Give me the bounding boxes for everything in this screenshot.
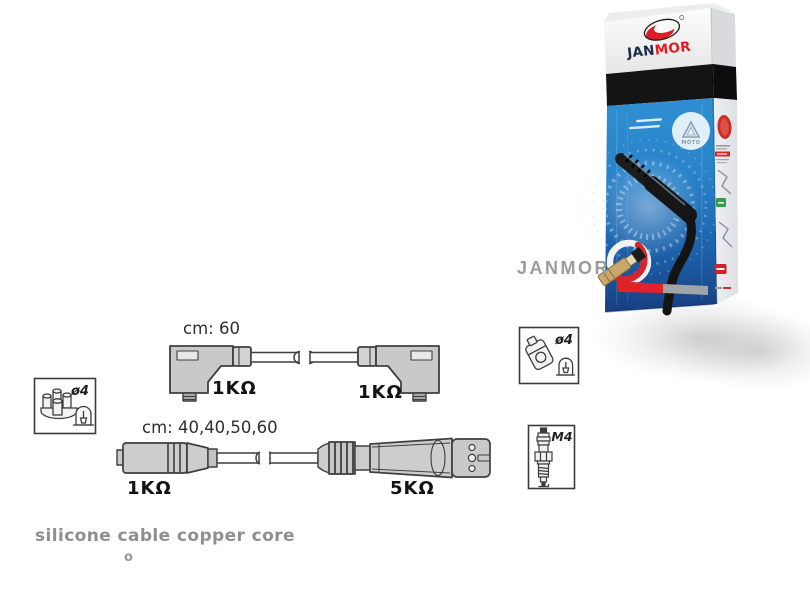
box-side-black — [713, 64, 737, 100]
cable1-length-label: cm: 60 — [183, 319, 240, 338]
moto-badge-text: MOTO — [681, 140, 701, 146]
ignition-coil-box — [518, 326, 580, 385]
cable2-left-boot — [117, 443, 217, 473]
product-box-render — [550, 0, 810, 415]
footnote-text: silicone cable copper core — [35, 526, 295, 546]
cable2-wire — [217, 452, 318, 464]
thread-label: M4 — [551, 429, 573, 444]
diameter-label: ø4 — [555, 333, 573, 348]
cable2-length-label: cm: 40,40,50,60 — [142, 418, 278, 437]
footnote-mark: o — [124, 550, 133, 565]
distributor-cap-box — [33, 377, 97, 435]
cable1-drawing — [165, 342, 445, 406]
spark-plug-box — [527, 424, 576, 490]
diameter-label: ø4 — [71, 384, 89, 399]
brand-jan: JAN — [626, 42, 656, 62]
cable2-right-connector — [318, 439, 490, 478]
moto-badge — [672, 112, 710, 150]
cable2-right-resistance: 5KΩ — [390, 478, 435, 499]
cable1-right-resistance: 1KΩ — [358, 382, 403, 403]
box-side-white — [711, 8, 736, 67]
cable1-wire — [251, 352, 358, 364]
cable1-left-resistance: 1KΩ — [212, 378, 257, 399]
janmor-watermark: JANMOR — [517, 258, 611, 278]
cable2-left-resistance: 1KΩ — [127, 478, 172, 499]
brand-mor: MOR — [653, 38, 692, 59]
